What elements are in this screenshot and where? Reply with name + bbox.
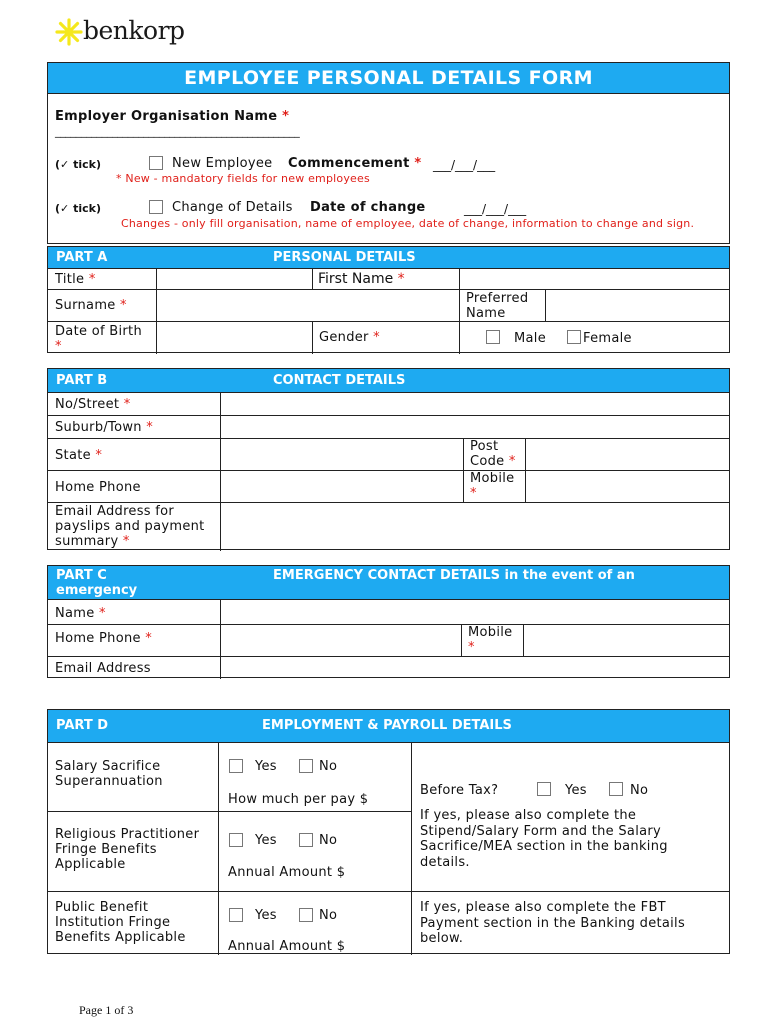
religious-label: Religious Practitioner Fringe Benefits Applicable xyxy=(55,827,200,872)
before-tax-no-label: No xyxy=(630,783,649,798)
part-c: PART C emergency EMERGENCY CONTACT DETAILS in the event of an Name * Home Phone * Mobile * Email Address xyxy=(47,565,730,678)
pbi-no-checkbox[interactable] xyxy=(299,908,313,922)
change-note: Changes - only fill organisation, name of employee, date of change, information to change and sign. xyxy=(121,217,695,230)
part-b-heading: CONTACT DETAILS xyxy=(273,373,406,388)
star-icon xyxy=(55,18,83,46)
salary-yes-label: Yes xyxy=(255,759,277,774)
mobile-label: Mobile xyxy=(470,471,515,486)
email-label: Email Address for payslips and payment summary xyxy=(55,504,205,549)
logo xyxy=(55,14,195,50)
religious-no-checkbox[interactable] xyxy=(299,833,313,847)
home-phone-label: Home Phone xyxy=(55,480,141,495)
postcode-label: Post Code xyxy=(470,439,505,469)
dob-label: Date of Birth xyxy=(55,324,142,339)
form-title: EMPLOYEE PERSONAL DETAILS FORM xyxy=(48,63,729,93)
pbi-note: If yes, please also complete the FBT Payment section in the Banking details below. xyxy=(411,892,729,955)
new-employee-checkbox[interactable] xyxy=(149,156,163,170)
suburb-label: Suburb/Town xyxy=(55,420,142,435)
salary-no-checkbox[interactable] xyxy=(299,759,313,773)
new-employee-label: New Employee xyxy=(172,156,273,171)
employer-label: Employer Organisation Name xyxy=(55,109,278,124)
home-phone-field[interactable] xyxy=(220,471,463,502)
pbi-no-label: No xyxy=(319,908,338,923)
part-c-label: PART C emergency xyxy=(56,568,138,598)
street-field[interactable] xyxy=(220,393,729,415)
before-tax-yes-checkbox[interactable] xyxy=(537,782,551,796)
pbi-label: Public Benefit Institution Fringe Benefits Applicable xyxy=(55,900,186,945)
commencement-label: Commencement * xyxy=(288,156,422,171)
emergency-mobile-field[interactable] xyxy=(523,625,729,656)
pbi-yes-label: Yes xyxy=(255,908,277,923)
part-b: PART B CONTACT DETAILS No/Street * Suburb/Town * State * Post Code * Home Phone Mobile * Email Address for payslips and payment summary * xyxy=(47,368,730,550)
logo-text: benkorp xyxy=(83,16,185,45)
male-label: Male xyxy=(514,331,546,346)
female-label: Female xyxy=(583,331,632,346)
surname-label: Surname xyxy=(55,298,116,313)
emergency-phone-field[interactable] xyxy=(220,625,461,656)
before-tax-no-checkbox[interactable] xyxy=(609,782,623,796)
part-a-heading: PERSONAL DETAILS xyxy=(273,250,416,265)
emergency-email-label: Email Address xyxy=(55,661,151,676)
religious-yes-checkbox[interactable] xyxy=(229,833,243,847)
title-label: Title xyxy=(55,272,85,287)
state-label: State xyxy=(55,448,91,463)
first-name-field[interactable] xyxy=(459,269,729,289)
dob-field[interactable] xyxy=(156,322,312,354)
form-header: EMPLOYEE PERSONAL DETAILS FORM Employer Organisation Name * _______________________________________________ (✓ tick) New Employee Commencement * ___/___/___ * New - mandatory fields for new employees (✓ tick) Change of Details Date of change ___/___/___ Changes - only fill organisation, name of employee, date of change, information to change and sign. xyxy=(47,62,730,244)
male-checkbox[interactable] xyxy=(486,330,500,344)
date-change-label: Date of change xyxy=(310,200,426,215)
religious-yes-label: Yes xyxy=(255,833,277,848)
first-name-label: First Name xyxy=(318,271,394,287)
preferred-name-label: Preferred Name xyxy=(459,290,545,321)
postcode-field[interactable] xyxy=(525,439,729,470)
street-label: No/Street xyxy=(55,397,120,412)
before-tax-yes-label: Yes xyxy=(565,783,587,798)
change-date[interactable]: ___/___/___ xyxy=(464,202,527,216)
religious-note: If yes, please also complete the Stipend/Salary Form and the Salary Sacrifice/MEA section in the banking details. xyxy=(411,805,729,891)
suburb-field[interactable] xyxy=(220,416,729,438)
mobile-field[interactable] xyxy=(525,471,729,502)
change-label: Change of Details xyxy=(172,200,293,215)
preferred-name-field[interactable] xyxy=(545,290,729,321)
part-d-label: PART D xyxy=(56,718,109,733)
salary-sacrifice-label: Salary Sacrifice Superannuation xyxy=(55,759,163,789)
part-d-heading: EMPLOYMENT & PAYROLL DETAILS xyxy=(262,718,512,733)
email-field[interactable] xyxy=(220,503,729,551)
emergency-name-field[interactable] xyxy=(220,600,729,624)
pbi-yes-checkbox[interactable] xyxy=(229,908,243,922)
commencement-date[interactable]: ___/___/___ xyxy=(433,158,496,172)
religious-annual-amount-label: Annual Amount $ xyxy=(228,865,346,880)
title-field[interactable] xyxy=(156,269,312,289)
surname-field[interactable] xyxy=(156,290,459,321)
pbi-annual-amount-label: Annual Amount $ xyxy=(228,939,346,954)
salary-yes-checkbox[interactable] xyxy=(229,759,243,773)
part-a-label: PART A xyxy=(56,250,108,265)
tick-label-2: (✓ tick) xyxy=(55,202,101,215)
emergency-mobile-label: Mobile xyxy=(468,625,513,640)
part-a: PART A PERSONAL DETAILS Title * First Name * Surname * Preferred Name Date of Birth * Gender * Male Female xyxy=(47,246,730,353)
change-details-checkbox[interactable] xyxy=(149,200,163,214)
salary-no-label: No xyxy=(319,759,338,774)
part-c-heading: EMERGENCY CONTACT DETAILS in the event of an xyxy=(273,568,635,583)
emergency-name-label: Name xyxy=(55,606,95,621)
emergency-email-field[interactable] xyxy=(220,657,729,679)
tick-label: (✓ tick) xyxy=(55,158,101,171)
before-tax-label: Before Tax? xyxy=(420,783,499,798)
part-b-label: PART B xyxy=(56,373,108,388)
new-note: * New - mandatory fields for new employees xyxy=(116,172,370,185)
employer-line[interactable]: _______________________________________________ xyxy=(55,125,300,138)
religious-no-label: No xyxy=(319,833,338,848)
page-number: Page 1 of 3 xyxy=(79,1003,134,1017)
female-checkbox[interactable] xyxy=(567,330,581,344)
how-much-label: How much per pay $ xyxy=(228,792,369,807)
state-field[interactable] xyxy=(220,439,463,470)
part-d xyxy=(47,709,730,954)
gender-label: Gender xyxy=(319,330,369,345)
emergency-phone-label: Home Phone xyxy=(55,631,141,646)
